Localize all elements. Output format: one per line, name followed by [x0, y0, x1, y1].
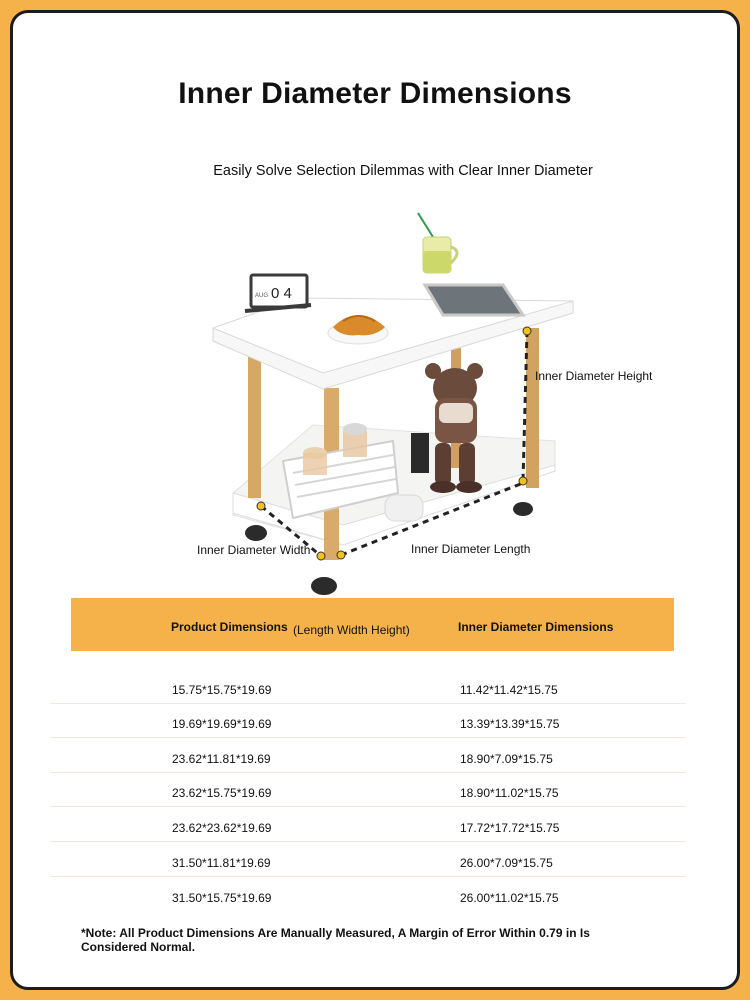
- inner-dimensions-cell: 26.00*11.02*15.75: [460, 891, 559, 905]
- table-row: [51, 772, 686, 807]
- inner-dimensions-cell: 11.42*11.42*15.75: [460, 683, 558, 697]
- table-leg: [248, 348, 261, 498]
- marker-dot: [317, 552, 325, 560]
- product-dimensions-cell: 31.50*15.75*19.69: [172, 891, 272, 905]
- marker-dot: [519, 477, 527, 485]
- table-row: [51, 877, 686, 911]
- clock-small-text: AUG: [255, 293, 269, 299]
- dimensions-table-header: [71, 598, 674, 651]
- wheel-icon: [245, 525, 267, 541]
- product-dimensions-cell: 19.69*19.69*19.69: [172, 717, 272, 731]
- callout-height: Inner Diameter Height: [535, 369, 653, 383]
- product-dimensions-cell: 15.75*15.75*19.69: [172, 683, 272, 697]
- clock-digits: 0 4: [271, 285, 292, 302]
- callout-width: Inner Diameter Width: [197, 543, 311, 557]
- product-dimensions-cell: 23.62*15.75*19.69: [172, 786, 272, 800]
- inner-dimensions-cell: 18.90*11.02*15.75: [460, 786, 559, 800]
- table-row: [51, 842, 686, 877]
- product-dimensions-cell: 23.62*23.62*19.69: [172, 821, 272, 835]
- flip-clock: [245, 275, 311, 311]
- wheel-icon: [311, 577, 337, 595]
- table-row: [51, 738, 686, 773]
- table-leg: [526, 328, 539, 488]
- measurement-note: *Note: All Product Dimensions Are Manually Measured, A Margin of Error Within 0.79 in Is Considered Normal.: [81, 926, 590, 954]
- marker-dot: [257, 502, 265, 510]
- info-card: [10, 10, 740, 990]
- inner-dimensions-cell: 18.90*7.09*15.75: [460, 752, 553, 766]
- drink-glass: [418, 213, 457, 273]
- product-dimensions-cell: 23.62*11.81*19.69: [172, 752, 271, 766]
- inner-dimensions-cell: 13.39*13.39*15.75: [460, 717, 560, 731]
- table-row: [51, 807, 686, 842]
- wheel-icon: [513, 502, 533, 516]
- inner-dimensions-cell: 17.72*17.72*15.75: [460, 821, 560, 835]
- page-title: Inner Diameter Dimensions: [178, 77, 572, 110]
- marker-dot: [523, 327, 531, 335]
- product-dimensions-cell: 31.50*11.81*19.69: [172, 856, 271, 870]
- header-product-note: (Length Width Height): [293, 623, 410, 637]
- header-inner-dimensions: Inner Diameter Dimensions: [458, 620, 614, 634]
- tablet: [425, 285, 523, 315]
- speaker-device: [385, 495, 423, 521]
- inner-dimensions-cell: 26.00*7.09*15.75: [460, 856, 553, 870]
- header-product-dimensions: Product Dimensions: [171, 620, 288, 634]
- table-row: [51, 703, 686, 738]
- callout-length: Inner Diameter Length: [411, 542, 531, 556]
- table-row: [51, 669, 686, 704]
- page-subtitle: Easily Solve Selection Dilemmas with Clear Inner Diameter: [213, 163, 593, 179]
- marker-dot: [337, 551, 345, 559]
